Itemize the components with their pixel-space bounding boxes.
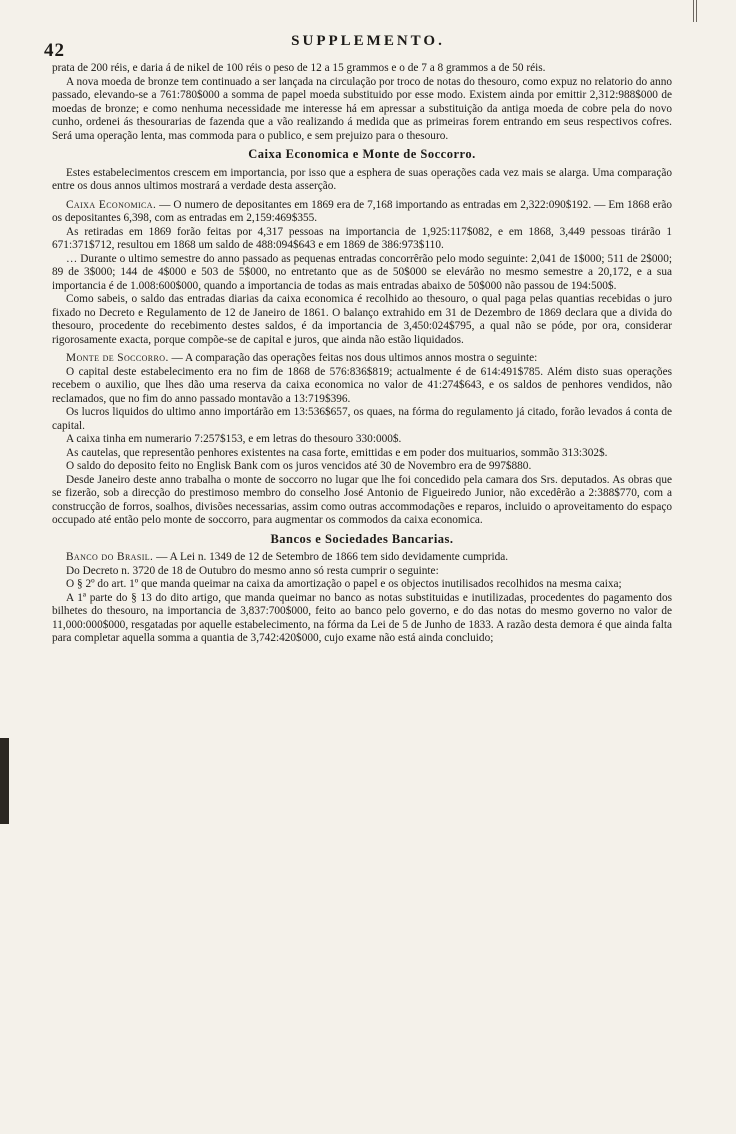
section-heading: Bancos e Sociedades Bancarias.: [270, 531, 454, 546]
paragraph: prata de 200 réis, e daria á de nikel de 100 réis o peso de 12 a 15 grammos e o de 7 a 8 grammos a de 50 réis.: [52, 62, 546, 74]
paragraph: Estes estabelecimentos crescem em importancia, por isso que a esphera de suas operações cada vez mais se alarga. Uma comparação entre os dous annos ultimos mostrará a verdade desta asserção.: [52, 166, 672, 192]
paragraph: … Durante o ultimo semestre do anno passado as pequenas entradas concorrêrão pelo modo seguinte: 2,041 de 1$000; 511 de 2$000; 89 de 3$000; 144 de 4$000 e 503 de 5$000, no entretanto que as de 50$000 se elevárão no mesmo semestre a 20,172, e a sua importancia é de 1.008:600$000, quando a importancia de todas as mais entradas abaixo de 50$000 não passou de 194:500$.: [52, 252, 672, 292]
paragraph: Desde Janeiro deste anno trabalha o monte de soccorro no lugar que lhe foi concedido pela camara dos Srs. deputados. As obras que se fizerão, sob a direcção do prestimoso membro do conselho José Antonio de Figueiredo Junior, não excedêrão a 2:388$770, com a construcção de forros, soalhos, divisões necessarias, assim como outras accommodações e reparos, incluido o aproveitamento do espaço occupado até então pelo monte de soccorro, para augmentar os commodos da caixa economica.: [52, 473, 672, 526]
paragraph: [52, 352, 672, 366]
run-in-heading: Monte de Soccorro.: [66, 352, 169, 364]
paragraph: A nova moeda de bronze tem continuado a ser lançada na circulação por troco de notas do thesouro, como expuz no relatorio do anno passado, elevando-se a 761:780$000 a somma de papel moeda substituido por esse modo. Existem ainda por emittir 2,312:988$000 de moedas de bronze; e como nenhuma necessidade me interesse há em apressar a substituição da antiga moeda de cobre pela do novo cunho, ordenei ás thesourarias de fazenda que a vão realizando á medida que as primeiras forem entrando em seus respectivos cofres. Será uma operação lenta, mas commoda para o publico, e sem prejuizo para o thesouro.: [52, 75, 672, 142]
section-heading: Caixa Economica e Monte de Soccorro.: [248, 147, 476, 161]
paragraph: Os lucros liquidos do ultimo anno importárão em 13:536$657, os quaes, na fórma do regulamento já citado, forão levados á conta de capital.: [52, 406, 672, 432]
paragraph: A caixa tinha em numerario 7:257$153, e em letras do thesouro 330:000$.: [66, 433, 402, 445]
run-in-heading: Caixa Economica.: [66, 198, 157, 211]
scan-edge-mark: [693, 0, 697, 22]
paragraph: [52, 199, 672, 226]
paragraph: Como sabeis, o saldo das entradas diarias da caixa economica é recolhido ao thesouro, o qual paga pelas quantias recebidas o juro fixado no Decreto e Regulamento de 12 de Janeiro de 1861. O balanço extrahido em 31 de Dezembro de 1869 declara que a divida do thesouro, procedente do recebimento destes saldos, é da importancia de 3,450:024$795, a qual não se póde, por ora, considerar rigorosamente exacta, porque compõe-se de capital e juros, que ainda não estão liquidados.: [52, 293, 672, 346]
paragraph-text: — A Lei n. 1349 de 12 de Setembro de 1866 tem sido devidamente cumprida.: [153, 551, 509, 563]
body-text: [52, 62, 672, 646]
paragraph-text: — A comparação das operações feitas nos dous ultimos annos mostra o seguinte:: [168, 352, 538, 364]
paragraph: O capital deste estabelecimento era no fim de 1868 de 576:836$819; actualmente é de 614:491$785. Além disto suas operações recebem o auxilio, que lhes dão uma reserva da caixa economica no valor de 41:274$643, e os saldos de penhores vendidos, não reclamados, que no fim do anno passado montavão a 13:719$396.: [52, 365, 672, 405]
paragraph: Do Decreto n. 3720 de 18 de Outubro do mesmo anno só resta cumprir o seguinte:: [66, 564, 439, 577]
run-in-heading: Banco do Brasil.: [66, 551, 154, 563]
paragraph: [52, 551, 672, 565]
margin-binding-mark: [0, 738, 9, 824]
paragraph: O saldo do deposito feito no Englisk Bank com os juros vencidos até 30 de Novembro era de 997$880.: [66, 460, 532, 472]
page-number: 42: [44, 40, 65, 61]
running-title: SUPPLEMENTO.: [291, 33, 445, 49]
paragraph: A 1ª parte do § 13 do dito artigo, que manda queimar no banco as notas substituidas e inutilizadas, procedentes do pagamento dos bilhetes do thesouro, na importancia de 3,837:700$000, feito ao banco pelo governo, e do das notas do mesmo governo no valor de 11,000:000$000, resgatadas por aquelle estabelecimento, na fórma da Lei de 5 de Junho de 1833. A razão desta demora é que ainda falta para completar aquella somma a quantia de 3,742:420$000, cujo exame não está ainda concluido;: [52, 591, 672, 644]
paragraph: O § 2º do art. 1º que manda queimar na caixa da amortização o papel e os objectos inutilisados recolhidos na mesma caixa;: [66, 578, 622, 590]
paragraph: As retiradas em 1869 forão feitas por 4,317 pessoas na importancia de 1,925:117$082, e em 1868, 3,449 pessoas tirárão 1 671:371$712, resultou em 1868 um saldo de 488:094$643 e em 1869 de 386:973$110.: [52, 225, 672, 251]
paragraph-text: — O numero de depositantes em 1869 era de 7,168 importando as entradas em 2,322:090$192. — Em 1868 erão os depositantes 6,398, com as entradas em 2,159:469$355.: [52, 198, 673, 224]
paragraph: As cautelas, que representão penhores existentes na casa forte, emittidas e em poder dos muituarios, sommão 313:302$.: [66, 446, 608, 459]
